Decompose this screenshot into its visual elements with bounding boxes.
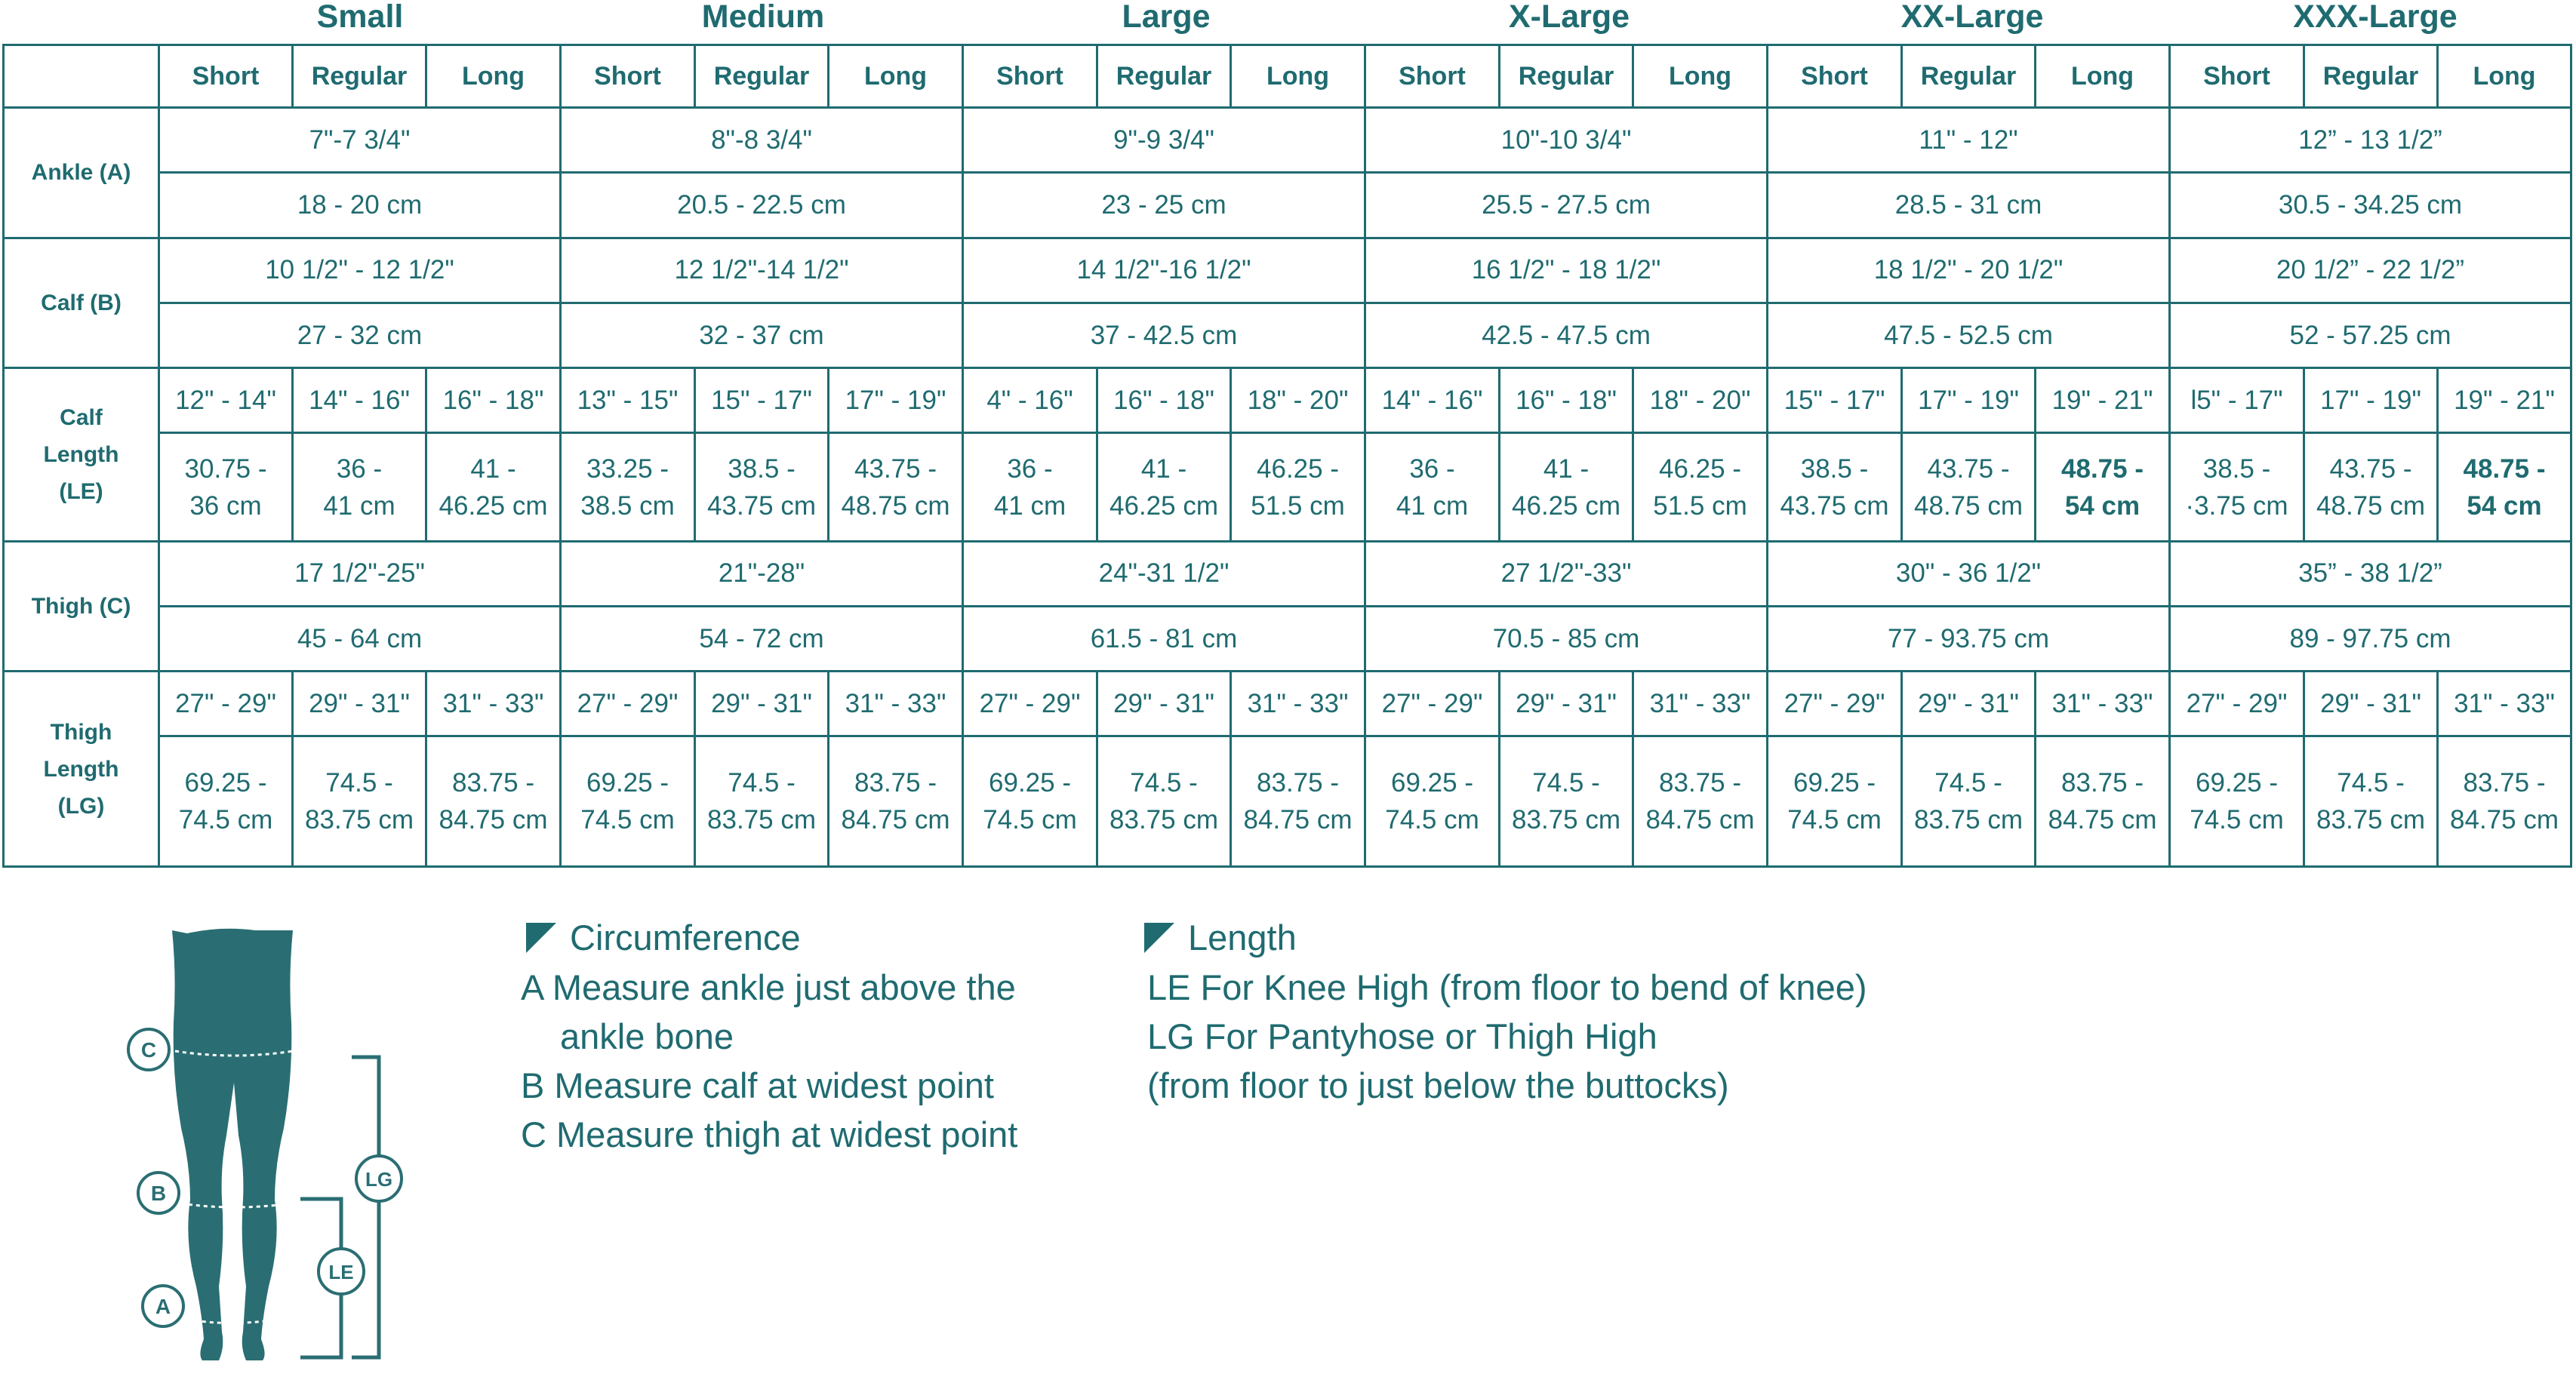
cm-line: 83.75 - xyxy=(2061,768,2144,798)
length-heading xyxy=(1144,917,1297,958)
thigh-length-cm-cell xyxy=(1365,736,1500,867)
row-header-line: (LG) xyxy=(57,793,105,819)
ankle-inches-row xyxy=(4,108,2571,173)
cm-line: 33.25 - xyxy=(586,453,669,484)
cm-line: 48.75 - xyxy=(2463,453,2546,484)
ankle-cm-large: 23 - 25 cm xyxy=(963,173,1365,238)
calf-length-cm-cell xyxy=(963,433,1097,541)
cm-line: 84.75 cm xyxy=(1645,805,1755,835)
subheader-short: Short xyxy=(2170,45,2304,108)
cm-line: 51.5 cm xyxy=(1653,490,1747,521)
calf-length-cm-cell xyxy=(1633,433,1768,541)
row-header-line: Thigh xyxy=(50,719,112,745)
calf-cm-xx-large: 47.5 - 52.5 cm xyxy=(1768,303,2170,367)
cm-line: 48.75 cm xyxy=(841,490,950,521)
cm-line: 74.5 cm xyxy=(1787,805,1882,835)
cm-line: 38.5 - xyxy=(1800,453,1869,484)
calf-length-inches-cell: 18" - 20" xyxy=(1633,368,1768,433)
cm-line: 74.5 - xyxy=(1934,768,2002,798)
size-heading-large: Large xyxy=(1122,0,1211,35)
calf-length-inches-cell: 12" - 14" xyxy=(159,368,293,433)
calf-length-inches-cell: 17" - 19" xyxy=(1902,368,2036,433)
cm-line: 74.5 - xyxy=(1130,768,1198,798)
calf-length-inches-row xyxy=(4,368,2571,433)
calf-length-inches-cell: 15" - 17" xyxy=(1768,368,1902,433)
row-header-thigh-length xyxy=(4,672,159,867)
calf-inches-x-large: 16 1/2" - 18 1/2" xyxy=(1365,238,1768,303)
calf-length-cm-cell xyxy=(159,433,293,541)
thigh-length-inches-cell: 29" - 31" xyxy=(1902,672,2036,736)
cm-line: 74.5 cm xyxy=(983,805,1077,835)
ankle-cm-xx-large: 28.5 - 31 cm xyxy=(1768,173,2170,238)
label-c-text: C xyxy=(140,1038,157,1062)
thigh-inches-medium: 21"-28" xyxy=(561,541,963,606)
ankle-inches-x-large: 10"-10 3/4" xyxy=(1365,108,1768,173)
thigh-length-cm-cell xyxy=(2170,736,2304,867)
calf-inches-large: 14 1/2"-16 1/2" xyxy=(963,238,1365,303)
row-header-line: Calf xyxy=(60,404,103,430)
cm-line: 43.75 - xyxy=(854,453,937,484)
cm-line: 36 - xyxy=(1409,453,1455,484)
cm-line: 74.5 cm xyxy=(178,805,273,835)
subheader-long: Long xyxy=(2036,45,2170,108)
cm-line: 74.5 cm xyxy=(1385,805,1479,835)
cm-line: 51.5 cm xyxy=(1251,490,1345,521)
calf-cm-x-large: 42.5 - 47.5 cm xyxy=(1365,303,1768,367)
thigh-cm-large: 61.5 - 81 cm xyxy=(963,607,1365,672)
calf-length-cm-cell xyxy=(2170,433,2304,541)
subheader-long: Long xyxy=(829,45,963,108)
thigh-length-cm-cell xyxy=(426,736,561,867)
circle-label-b xyxy=(138,1173,179,1213)
cm-line: 83.75 cm xyxy=(305,805,414,835)
size-heading-medium: Medium xyxy=(701,0,825,35)
cm-line: 41 cm xyxy=(323,490,395,521)
calf-length-cm-cell xyxy=(293,433,426,541)
thigh-length-cm-cell xyxy=(695,736,829,867)
cm-line: 46.25 cm xyxy=(1512,490,1620,521)
legend-line-le: LE For Knee High (from floor to bend of knee) xyxy=(1147,967,1867,1007)
thigh-length-cm-cell xyxy=(293,736,426,867)
row-header-line: Length xyxy=(43,441,119,467)
size-heading-small: Small xyxy=(316,0,404,35)
calf-length-inches-cell: 17" - 19" xyxy=(2304,368,2438,433)
cm-line: 69.25 - xyxy=(2196,768,2278,798)
calf-length-cm-cell xyxy=(2304,433,2438,541)
label-le-text: LE xyxy=(328,1261,354,1283)
cm-line: 43.75 - xyxy=(1927,453,2010,484)
thigh-cm-xx-large: 77 - 93.75 cm xyxy=(1768,607,2170,672)
size-heading-xxx-large: XXX-Large xyxy=(2293,0,2458,35)
thigh-length-inches-row xyxy=(4,672,2571,736)
cm-line: 69.25 - xyxy=(1391,768,1473,798)
label-b-text: B xyxy=(150,1182,167,1205)
cm-line: 83.75 - xyxy=(854,768,937,798)
row-header-thigh: Thigh (C) xyxy=(4,541,159,671)
cm-line: 74.5 - xyxy=(2337,768,2405,798)
leg-measurement-diagram xyxy=(113,924,415,1369)
legend-line-a-cont: ankle bone xyxy=(560,1016,734,1056)
cm-line: 41 - xyxy=(470,453,516,484)
thigh-length-cm-row xyxy=(4,736,2571,867)
calf-length-cm-row xyxy=(4,433,2571,541)
cm-line: 48.75 - xyxy=(2061,453,2144,484)
calf-length-inches-cell: l5" - 17" xyxy=(2170,368,2304,433)
calf-length-cm-cell xyxy=(1768,433,1902,541)
calf-length-cm-cell xyxy=(829,433,963,541)
thigh-length-inches-cell: 31" - 33" xyxy=(2438,672,2571,736)
circle-label-a xyxy=(143,1286,183,1326)
legend-line-lg-cont: (from floor to just below the buttocks) xyxy=(1147,1065,1729,1105)
cm-line: 54 cm xyxy=(2467,490,2542,521)
circumference-title: Circumference xyxy=(570,918,801,957)
calf-length-inches-cell: 16" - 18" xyxy=(1500,368,1633,433)
calf-length-inches-cell: 4" - 16" xyxy=(963,368,1097,433)
thigh-length-inches-cell: 27" - 29" xyxy=(2170,672,2304,736)
cm-line: 48.75 cm xyxy=(2316,490,2425,521)
cm-line: 43.75 cm xyxy=(707,490,816,521)
legend-line-a: A Measure ankle just above the xyxy=(521,967,1016,1007)
cm-line: 84.75 cm xyxy=(439,805,548,835)
subheader-row xyxy=(4,45,2571,108)
calf-inches-row xyxy=(4,238,2571,303)
ankle-inches-xx-large: 11" - 12" xyxy=(1768,108,2170,173)
circle-label-c xyxy=(128,1029,169,1070)
cm-line: 41 cm xyxy=(1396,490,1469,521)
thigh-length-cm-cell xyxy=(1633,736,1768,867)
cm-line: 36 - xyxy=(336,453,383,484)
ankle-cm-small: 18 - 20 cm xyxy=(159,173,561,238)
subheader-short: Short xyxy=(963,45,1097,108)
calf-length-cm-cell xyxy=(695,433,829,541)
row-header-ankle: Ankle (A) xyxy=(4,108,159,238)
cm-line: 46.25 cm xyxy=(1109,490,1218,521)
cm-line: 83.75 - xyxy=(452,768,534,798)
cm-line: 38.5 - xyxy=(728,453,796,484)
calf-length-cm-cell xyxy=(2438,433,2571,541)
calf-cm-medium: 32 - 37 cm xyxy=(561,303,963,367)
cm-line: 74.5 - xyxy=(728,768,796,798)
thigh-length-inches-cell: 31" - 33" xyxy=(1231,672,1365,736)
subheader-regular: Regular xyxy=(695,45,829,108)
size-heading-x-large: X-Large xyxy=(1508,0,1630,35)
corner-triangle-icon xyxy=(526,923,556,953)
thigh-inches-row xyxy=(4,541,2571,606)
subheader-regular: Regular xyxy=(1500,45,1633,108)
ankle-inches-medium: 8"-8 3/4" xyxy=(561,108,963,173)
calf-inches-medium: 12 1/2"-14 1/2" xyxy=(561,238,963,303)
calf-length-inches-cell: 17" - 19" xyxy=(829,368,963,433)
thigh-length-cm-cell xyxy=(2036,736,2170,867)
subheader-long: Long xyxy=(426,45,561,108)
thigh-cm-x-large: 70.5 - 85 cm xyxy=(1365,607,1768,672)
lg-bracket xyxy=(352,1057,379,1357)
thigh-length-cm-cell xyxy=(1231,736,1365,867)
cm-line: 84.75 cm xyxy=(2450,805,2559,835)
cm-line: 83.75 - xyxy=(1659,768,1741,798)
cm-line: 83.75 cm xyxy=(707,805,816,835)
cm-line: 74.5 - xyxy=(1532,768,1600,798)
label-lg-text: LG xyxy=(365,1168,393,1191)
calf-length-inches-cell: 16" - 18" xyxy=(426,368,561,433)
thigh-length-cm-cell xyxy=(2304,736,2438,867)
thigh-inches-small: 17 1/2"-25" xyxy=(159,541,561,606)
cm-line: ·3.75 cm xyxy=(2185,490,2288,521)
subheader-regular: Regular xyxy=(2304,45,2438,108)
legend-line-b: B Measure calf at widest point xyxy=(521,1065,994,1105)
ankle-cm-xxx-large: 30.5 - 34.25 cm xyxy=(2170,173,2571,238)
thigh-length-inches-cell: 31" - 33" xyxy=(2036,672,2170,736)
thigh-inches-x-large: 27 1/2"-33" xyxy=(1365,541,1768,606)
cm-line: 69.25 - xyxy=(1793,768,1876,798)
subheader-regular: Regular xyxy=(293,45,426,108)
length-title: Length xyxy=(1188,918,1297,957)
thigh-inches-xxx-large: 35” - 38 1/2” xyxy=(2170,541,2571,606)
thigh-length-inches-cell: 27" - 29" xyxy=(963,672,1097,736)
thigh-length-cm-cell xyxy=(1097,736,1231,867)
cm-line: 83.75 cm xyxy=(1109,805,1218,835)
cm-line: 83.75 cm xyxy=(2316,805,2425,835)
cm-line: 84.75 cm xyxy=(1243,805,1353,835)
calf-cm-large: 37 - 42.5 cm xyxy=(963,303,1365,367)
cm-line: 46.25 - xyxy=(1257,453,1339,484)
ankle-cm-medium: 20.5 - 22.5 cm xyxy=(561,173,963,238)
cm-line: 83.75 cm xyxy=(1914,805,2023,835)
cm-line: 43.75 - xyxy=(2329,453,2412,484)
calf-cm-small: 27 - 32 cm xyxy=(159,303,561,367)
calf-length-cm-cell xyxy=(1902,433,2036,541)
cm-line: 48.75 cm xyxy=(1914,490,2023,521)
calf-length-inches-cell: 16" - 18" xyxy=(1097,368,1231,433)
legend-line-lg: LG For Pantyhose or Thigh High xyxy=(1147,1016,1657,1056)
cm-line: 54 cm xyxy=(2064,490,2141,521)
calf-length-cm-cell xyxy=(561,433,695,541)
circumference-heading xyxy=(526,917,801,958)
cm-line: 36 - xyxy=(1007,453,1053,484)
calf-inches-small: 10 1/2" - 12 1/2" xyxy=(159,238,561,303)
circle-label-le xyxy=(319,1249,364,1294)
corner-cell xyxy=(4,45,159,108)
subheader-short: Short xyxy=(561,45,695,108)
subheader-short: Short xyxy=(1768,45,1902,108)
calf-inches-xx-large: 18 1/2" - 20 1/2" xyxy=(1768,238,2170,303)
calf-cm-row xyxy=(4,303,2571,367)
calf-length-inches-cell: 19" - 21" xyxy=(2438,368,2571,433)
calf-length-cm-cell xyxy=(1097,433,1231,541)
thigh-length-cm-cell xyxy=(963,736,1097,867)
cm-line: 84.75 cm xyxy=(2048,805,2157,835)
thigh-length-cm-cell xyxy=(159,736,293,867)
subheader-regular: Regular xyxy=(1097,45,1231,108)
thigh-cm-row xyxy=(4,607,2571,672)
cm-line: 74.5 cm xyxy=(580,805,675,835)
cm-line: 41 - xyxy=(1140,453,1187,484)
cm-line: 69.25 - xyxy=(989,768,1071,798)
calf-inches-xxx-large: 20 1/2” - 22 1/2” xyxy=(2170,238,2571,303)
thigh-inches-large: 24"-31 1/2" xyxy=(963,541,1365,606)
ankle-inches-xxx-large: 12” - 13 1/2” xyxy=(2170,108,2571,173)
thigh-length-cm-cell xyxy=(1768,736,1902,867)
size-chart-table xyxy=(2,44,2572,868)
legend-line-c: C Measure thigh at widest point xyxy=(521,1114,1018,1154)
calf-length-inches-cell: 15" - 17" xyxy=(695,368,829,433)
cm-line: 83.75 - xyxy=(1257,768,1339,798)
thigh-length-inches-cell: 27" - 29" xyxy=(159,672,293,736)
calf-length-cm-cell xyxy=(1500,433,1633,541)
row-header-line: Length xyxy=(43,756,119,782)
cm-line: 43.75 cm xyxy=(1780,490,1889,521)
calf-length-inches-cell: 18" - 20" xyxy=(1231,368,1365,433)
cm-line: 38.5 cm xyxy=(580,490,675,521)
calf-cm-xxx-large: 52 - 57.25 cm xyxy=(2170,303,2571,367)
calf-length-inches-cell: 14" - 16" xyxy=(293,368,426,433)
subheader-long: Long xyxy=(1231,45,1365,108)
subheader-regular: Regular xyxy=(1902,45,2036,108)
calf-length-cm-cell xyxy=(2036,433,2170,541)
label-a-text: A xyxy=(155,1295,171,1318)
calf-length-inches-cell: 19" - 21" xyxy=(2036,368,2170,433)
corner-triangle-icon xyxy=(1144,923,1174,953)
row-header-line: (LE) xyxy=(59,478,103,504)
cm-line: 74.5 - xyxy=(325,768,393,798)
thigh-length-cm-cell xyxy=(2438,736,2571,867)
calf-length-inches-cell: 14" - 16" xyxy=(1365,368,1500,433)
thigh-length-inches-cell: 29" - 31" xyxy=(293,672,426,736)
subheader-short: Short xyxy=(1365,45,1500,108)
calf-length-cm-cell xyxy=(1365,433,1500,541)
ankle-inches-small: 7"-7 3/4" xyxy=(159,108,561,173)
thigh-length-inches-cell: 31" - 33" xyxy=(1633,672,1768,736)
cm-line: 83.75 cm xyxy=(1512,805,1620,835)
cm-line: 41 - xyxy=(1543,453,1590,484)
ankle-inches-large: 9"-9 3/4" xyxy=(963,108,1365,173)
cm-line: 41 cm xyxy=(993,490,1066,521)
calf-length-cm-cell xyxy=(1231,433,1365,541)
cm-line: 84.75 cm xyxy=(841,805,950,835)
thigh-length-inches-cell: 31" - 33" xyxy=(829,672,963,736)
thigh-length-inches-cell: 27" - 29" xyxy=(561,672,695,736)
thigh-length-inches-cell: 29" - 31" xyxy=(695,672,829,736)
cm-line: 46.25 - xyxy=(1659,453,1741,484)
thigh-length-inches-cell: 29" - 31" xyxy=(2304,672,2438,736)
subheader-long: Long xyxy=(2438,45,2571,108)
cm-line: 36 cm xyxy=(189,490,262,521)
row-header-calf: Calf (B) xyxy=(4,238,159,367)
ankle-cm-row xyxy=(4,173,2571,238)
thigh-cm-medium: 54 - 72 cm xyxy=(561,607,963,672)
cm-line: 83.75 - xyxy=(2463,768,2546,798)
thigh-length-inches-cell: 27" - 29" xyxy=(1365,672,1500,736)
cm-line: 30.75 - xyxy=(184,453,267,484)
thigh-length-inches-cell: 29" - 31" xyxy=(1097,672,1231,736)
thigh-length-cm-cell xyxy=(1500,736,1633,867)
cm-line: 74.5 cm xyxy=(2190,805,2284,835)
row-header-calf-length xyxy=(4,368,159,542)
size-heading-xx-large: XX-Large xyxy=(1900,0,2044,35)
cm-line: 69.25 - xyxy=(184,768,267,798)
ankle-cm-x-large: 25.5 - 27.5 cm xyxy=(1365,173,1768,238)
cm-line: 46.25 cm xyxy=(439,490,548,521)
legs-silhouette xyxy=(172,929,293,1360)
thigh-length-cm-cell xyxy=(1902,736,2036,867)
circle-label-lg xyxy=(356,1156,402,1201)
cm-line: 69.25 - xyxy=(586,768,669,798)
calf-length-cm-cell xyxy=(426,433,561,541)
calf-length-inches-cell: 13" - 15" xyxy=(561,368,695,433)
thigh-inches-xx-large: 30" - 36 1/2" xyxy=(1768,541,2170,606)
thigh-length-inches-cell: 27" - 29" xyxy=(1768,672,1902,736)
thigh-length-cm-cell xyxy=(561,736,695,867)
subheader-long: Long xyxy=(1633,45,1768,108)
thigh-length-cm-cell xyxy=(829,736,963,867)
cm-line: 38.5 - xyxy=(2202,453,2271,484)
subheader-short: Short xyxy=(159,45,293,108)
thigh-cm-xxx-large: 89 - 97.75 cm xyxy=(2170,607,2571,672)
thigh-length-inches-cell: 29" - 31" xyxy=(1500,672,1633,736)
thigh-cm-small: 45 - 64 cm xyxy=(159,607,561,672)
thigh-length-inches-cell: 31" - 33" xyxy=(426,672,561,736)
